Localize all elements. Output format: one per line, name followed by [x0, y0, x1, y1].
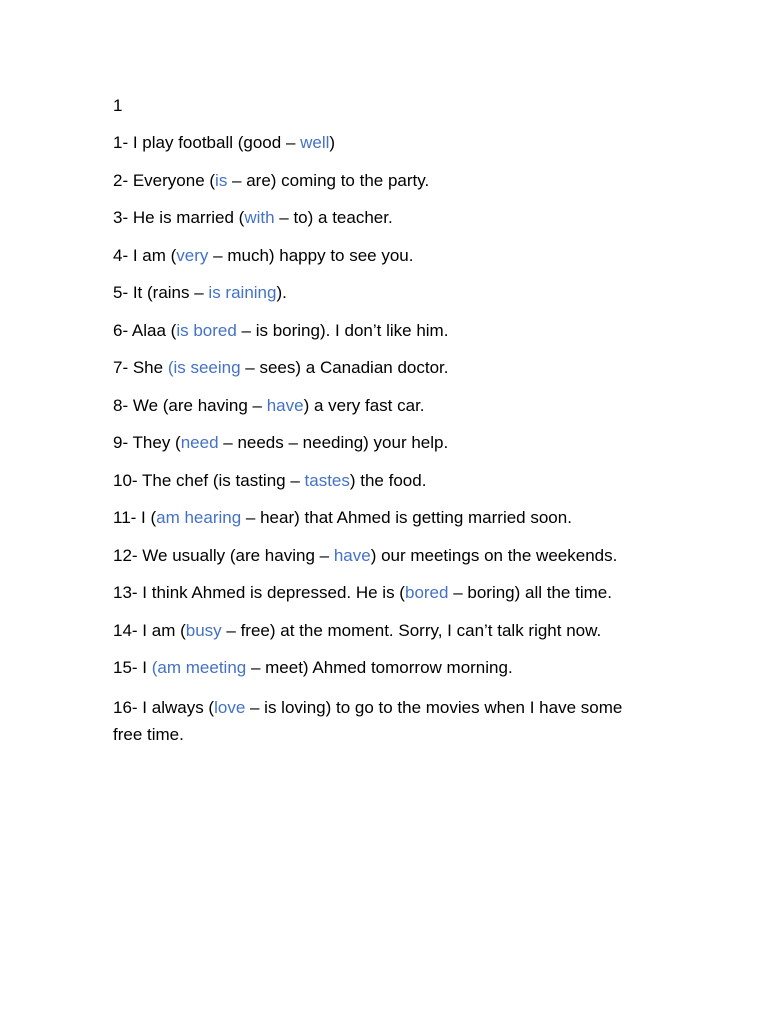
answer-text: am hearing	[156, 508, 242, 527]
sentence-text: 7- She	[113, 358, 168, 377]
sentence-text: 4- I am (	[113, 245, 177, 265]
sentence-text: 5- It (rains –	[113, 283, 209, 302]
page-number: 1	[113, 96, 123, 115]
sentence-text: )	[329, 133, 336, 152]
exercise-item	[113, 581, 653, 605]
answer-text: well	[300, 133, 330, 152]
answer-text: very	[176, 245, 209, 265]
exercise-item	[113, 206, 653, 230]
answer-text: (am meeting	[151, 658, 247, 677]
answer-text: have	[266, 395, 304, 415]
sentence-text: 15- I	[113, 658, 152, 677]
sentence-text: – meet) Ahmed tomorrow morning.	[246, 658, 513, 677]
answer-text: is bored	[176, 320, 237, 340]
exercise-item	[113, 244, 653, 268]
sentence-text: 2- Everyone (	[113, 170, 216, 190]
sentence-text: ).	[276, 283, 287, 302]
sentence-text: – boring) all the time.	[448, 583, 612, 602]
sentence-text: 1- I play football (good –	[113, 133, 301, 152]
sentence-text: – sees) a Canadian doctor.	[240, 358, 449, 377]
sentence-text: 12- We usually (are having –	[113, 545, 334, 565]
exercise-item	[113, 694, 653, 749]
exercise-item	[113, 469, 653, 493]
sentence-text: – are) coming to the party.	[227, 170, 430, 190]
sentence-text: ) a very fast car.	[303, 395, 425, 415]
sentence-text: – free) at the moment. Sorry, I can’t talk right now.	[221, 620, 602, 640]
sentence-text: 6- Alaa (	[113, 320, 177, 340]
document-page	[113, 94, 653, 759]
answer-text: love	[214, 697, 246, 717]
sentence-text: 13- I think Ahmed is depressed. He is (	[113, 583, 405, 602]
sentence-text: ) our meetings on the weekends.	[370, 545, 618, 565]
exercise-item	[113, 619, 653, 643]
sentence-text: ) the food.	[349, 470, 427, 490]
sentence-text: 9- They (	[113, 433, 181, 452]
sentence-text: 14- I am (	[113, 620, 186, 640]
sentence-text: 11- I (	[113, 508, 157, 527]
answer-text: with	[244, 208, 275, 227]
sentence-text: 3- He is married (	[113, 208, 245, 227]
sentence-text: – needs – needing) your help.	[218, 433, 449, 452]
answer-text: busy	[185, 620, 222, 640]
sentence-text: – is boring). I don’t like him.	[236, 320, 449, 340]
answer-text: is	[215, 170, 228, 190]
sentence-text: – to) a teacher.	[274, 208, 393, 227]
answer-text: tastes	[304, 470, 350, 490]
sentence-text: 10- The chef (is tasting –	[113, 470, 305, 490]
exercise-item	[113, 656, 653, 680]
exercise-item	[113, 544, 653, 568]
exercise-list	[113, 131, 653, 749]
exercise-item	[113, 431, 653, 455]
sentence-text: 8- We (are having –	[113, 395, 267, 415]
exercise-item	[113, 394, 653, 418]
answer-text: (is seeing	[167, 358, 241, 377]
answer-text: bored	[404, 583, 449, 602]
exercise-item	[113, 506, 653, 530]
answer-text: is raining	[208, 283, 277, 302]
sentence-text: 16- I always (	[113, 697, 215, 717]
exercise-item	[113, 319, 653, 343]
sentence-text: – hear) that Ahmed is getting married soon.	[241, 508, 572, 527]
exercise-item	[113, 169, 653, 193]
answer-text: have	[333, 545, 371, 565]
sentence-text: – much) happy to see you.	[208, 245, 414, 265]
exercise-item	[113, 356, 653, 380]
exercise-item	[113, 131, 653, 155]
answer-text: need	[180, 433, 219, 452]
exercise-item	[113, 281, 653, 305]
sentence-text: – is loving) to go to the movies when I have some free time.	[113, 697, 623, 744]
